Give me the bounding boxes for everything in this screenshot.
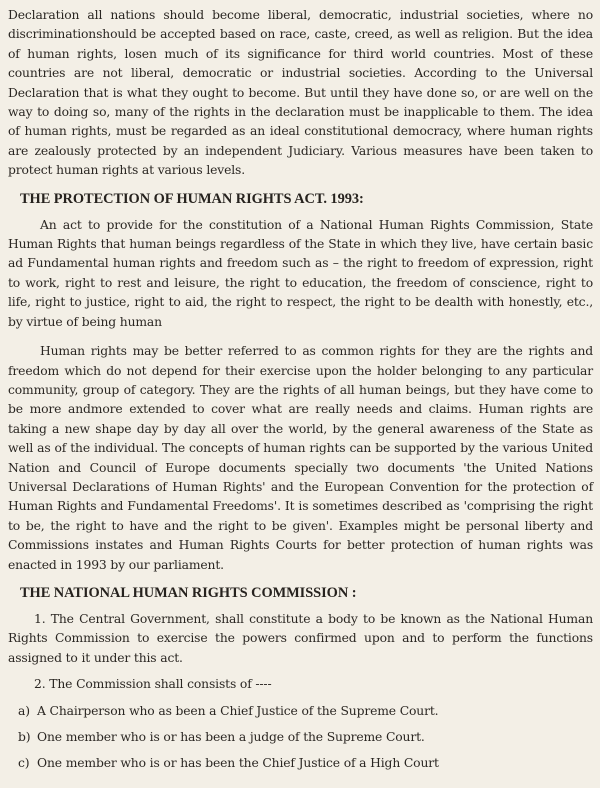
list-item-marker: b) — [18, 730, 31, 744]
list-item-text: One member who is or has been the Chief Justice of a High Court — [37, 756, 439, 771]
list-item — [8, 754, 593, 773]
common-rights-paragraph: Human rights may be better referred to as common rights for they are the rights and freedom which do not depend for their exercise upon the holder belonging to any particular community, group of category. They are the rights of all human beings, but they have come to be more andmore extended to cover what are really needs and claims. Human rights are taking a new shape day by day all over the world, by the general awareness of the State as well as of the individual. The concepts of human rights can be supported by the various United Nation and Council of Europe documents specially two documents 'the United Nations Universal Declarations of Human Rights' and the European Convention for the protection of Human Rights and Fundamental Freedoms'. It is sometimes described as 'comprising the right to be, the right to have and the right to be given'. Examples might be personal liberty and Commissions instates and Human Rights Courts for better protection of human rights was enacted in 1993 by our parliament. — [8, 344, 593, 572]
act-paragraph: An act to provide for the constitution of a National Human Rights Commission, State Human Rights that human beings regardless of the State in which they live, have certain basic ad Fundamental human rights and freedom such as – the right to freedom of expression, right to work, right to rest and leisure, the right to education, the freedom of conscience, right to life, right to justice, right to aid, the right to respect, the right to be dealth with honestly, etc., by virtue of being human — [8, 217, 593, 329]
list-item — [8, 702, 593, 721]
list-item-marker: a) — [18, 703, 30, 718]
clause-1-paragraph: 1. The Central Government, shall constitute a body to be known as the National Human Rights Commission to exercise the powers confirmed upon and to perform the functions assigned to it under this act. — [8, 611, 593, 665]
list-item-text: One member who is or has been a judge of the Supreme Court. — [37, 730, 425, 744]
list-item-text: A Chairperson who as been a Chief Justice of the Supreme Court. — [37, 703, 439, 718]
list-item — [8, 728, 593, 747]
clause-2-paragraph: 2. The Commission shall consists of ---- — [34, 677, 272, 692]
act-heading: THE PROTECTION OF HUMAN RIGHTS ACT. 1993: — [20, 190, 364, 207]
list-item-marker: c) — [18, 756, 30, 771]
intro-paragraph: Declaration all nations should become liberal, democratic, industrial societies, where no discriminationshould be accepted based on race, caste, creed, as well as religion. But the idea of human rights, losen much of its significance for third world countries. Most of these countries are not liberal, democratic or industrial societies. According to the Universal Declaration that is what they ought to become. But until they have done so, or are well on the way to doing so, many of the rights in the declaration must be inapplicable to them. The idea of human rights, must be regarded as an ideal constitutional democracy, where human rights are zealously protected by an independent Judiciary. Various measures have been taken to protect human rights at various levels. — [8, 8, 593, 178]
commission-heading: THE NATIONAL HUMAN RIGHTS COMMISSION : — [20, 584, 357, 601]
